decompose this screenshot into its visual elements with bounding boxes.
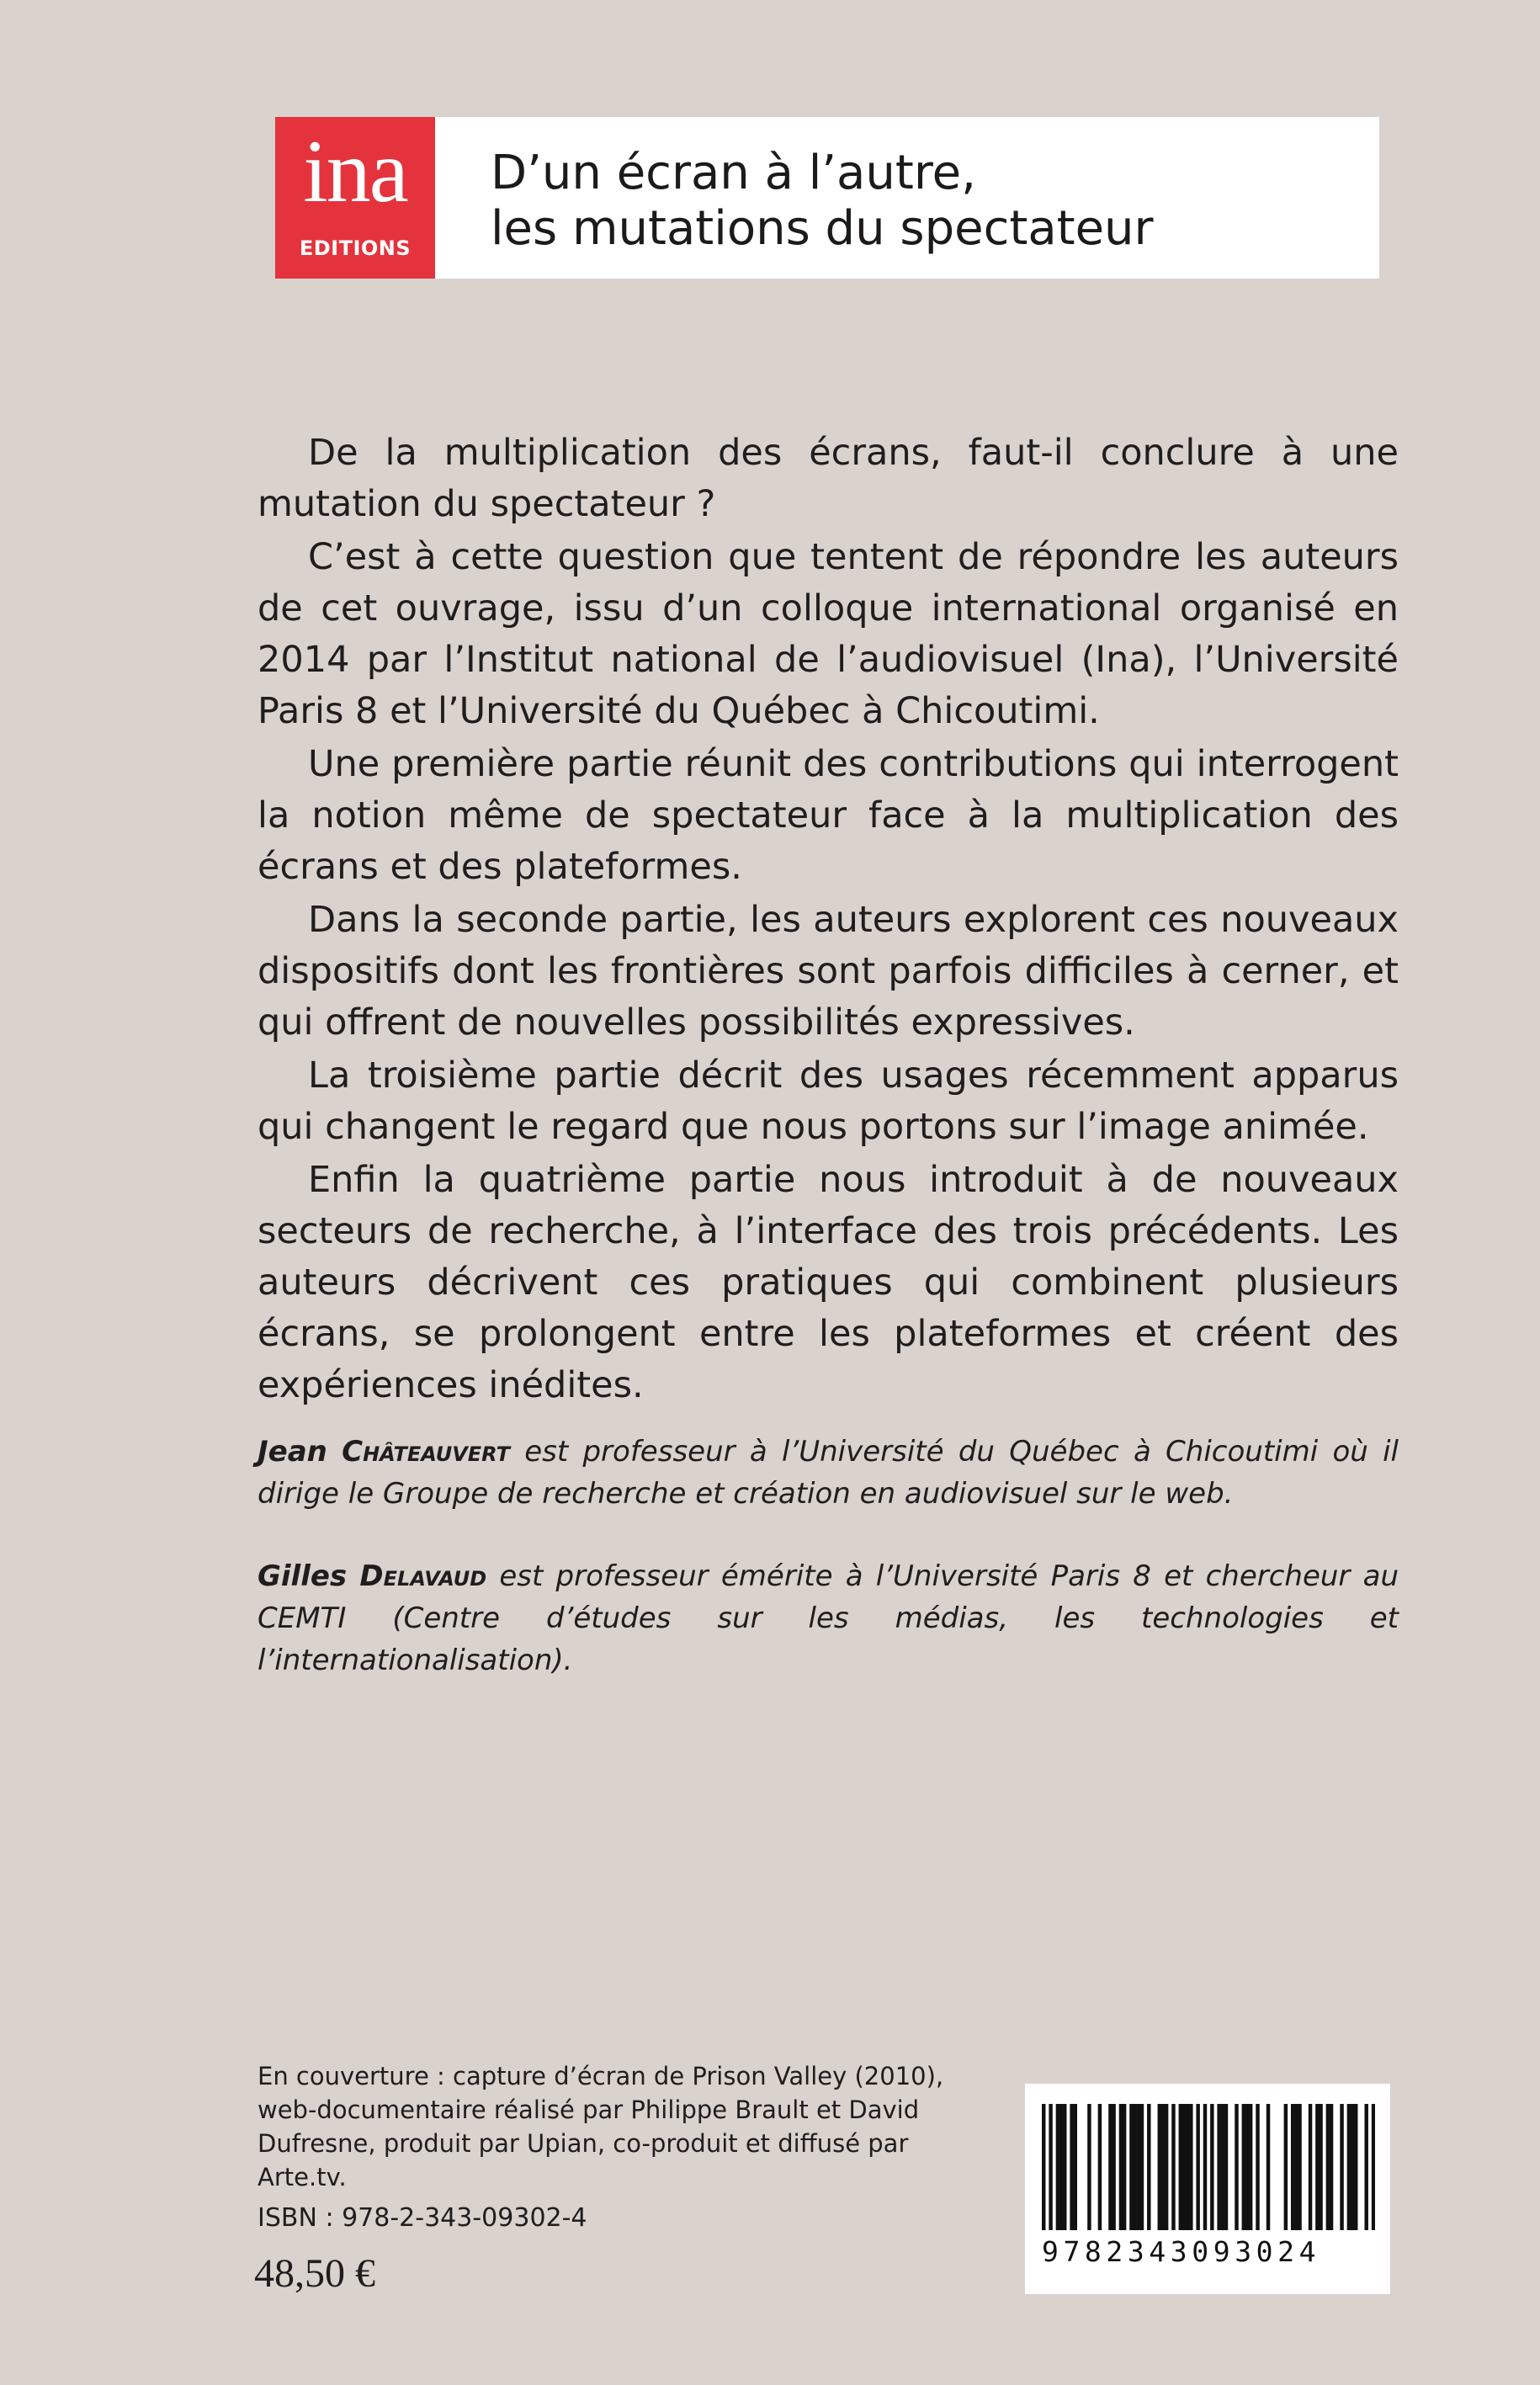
barcode-bar [1315, 2104, 1319, 2230]
barcode-bar [1196, 2104, 1199, 2230]
barcode-bar [1224, 2104, 1228, 2230]
barcode-bar [1070, 2104, 1073, 2230]
ina-logo [275, 117, 435, 279]
barcode [1025, 2084, 1390, 2294]
barcode-bar [1326, 2104, 1330, 2230]
barcode-bar [1108, 2104, 1112, 2230]
barcode-bar [1340, 2104, 1343, 2230]
barcode-bar [1221, 2104, 1224, 2230]
author-last-name: Delavaud [359, 1559, 487, 1593]
blurb-paragraph: Dans la seconde partie, les auteurs explorent ces nouveaux dispositifs dont les frontières sont parfois difficiles à cerner, et qui offrent de nouvelles possibilités expressives. [258, 899, 1399, 1044]
title-line-1: D’un écran à l’autre, [491, 146, 976, 200]
logo-text: ina [303, 122, 407, 220]
barcode-bar [1284, 2104, 1288, 2230]
barcode-bar [1133, 2104, 1136, 2230]
barcode-bar [1063, 2104, 1066, 2230]
blurb-paragraph: C’est à cette question que tentent de répondre les auteurs de cet ouvrage, issu d’un colloque international organisé en 2014 par l’Institut national de l’audiovisuel (Ina), l’Université Paris 8 et l’Université du Québec à Chicoutimi. [258, 536, 1399, 732]
barcode-bar [1059, 2104, 1063, 2230]
barcode-bar [1056, 2104, 1059, 2230]
logo-subtitle: EDITIONS [299, 236, 412, 260]
barcode-bar [1364, 2104, 1367, 2230]
barcode-bar [1309, 2104, 1312, 2230]
author-first-name: Jean [258, 1435, 327, 1469]
blurb-paragraph: La troisième partie décrit des usages récemment apparus qui changent le regard que nous portons sur l’image animée. [258, 1054, 1399, 1148]
barcode-bar [1249, 2104, 1252, 2230]
author-last-name: Châteauvert [342, 1435, 510, 1469]
book-title [435, 117, 1154, 279]
barcode-bar [1210, 2104, 1213, 2230]
barcode-digits: 9782343093024 [1042, 2235, 1321, 2268]
blurb-paragraph: Enfin la quatrième partie nous introduit à de nouveaux secteurs de recherche, à l’interface des trois précédents. Les auteurs décrivent ces pratiques qui combinent plusieurs écrans, se prolongent entre les plateformes et créent des expériences inédites. [258, 1159, 1399, 1406]
barcode-bar [1189, 2104, 1192, 2230]
barcode-bar [1203, 2104, 1207, 2230]
header-band [275, 117, 1379, 279]
barcode-bar [1298, 2104, 1301, 2230]
author-bio-text: est professeur à l’Université du Québec à Chicoutimi où il dirige le Groupe de recherche et création en audiovisuel sur le web. [258, 1435, 1399, 1511]
author-bio-text: est professeur émérite à l’Université Paris 8 et chercheur au CEMTI (Centre d’études sur les médias, les technologies et l’internationalisation). [258, 1559, 1399, 1677]
barcode-bar [1351, 2104, 1354, 2230]
barcode-bar [1119, 2104, 1123, 2230]
barcode-bar [1242, 2104, 1245, 2230]
barcode-bar [1112, 2104, 1115, 2230]
barcode-bar [1267, 2104, 1270, 2230]
barcode-bar [1294, 2104, 1298, 2230]
barcode-bars [1042, 2104, 1375, 2239]
cover-credit: En couverture : capture d’écran de Prison Valley (2010), web-documentaire réalisé par Philippe Brault et David Dufresne, produit par Upian, co-produit et diffusé par Arte.tv. [258, 2062, 944, 2191]
barcode-bar [1347, 2104, 1351, 2230]
barcode-bar [1330, 2104, 1333, 2230]
author-bio [258, 1431, 1399, 1515]
barcode-bar [1171, 2104, 1175, 2230]
barcode-bar [1245, 2104, 1249, 2230]
isbn: ISBN : 978-2-343-09302-4 [258, 2203, 587, 2233]
blurb-paragraph: De la multiplication des écrans, faut-il conclure à une mutation du spectateur ? [258, 432, 1399, 525]
barcode-bar [1179, 2104, 1182, 2230]
barcode-bar [1049, 2104, 1052, 2230]
barcode-bar [1182, 2104, 1186, 2230]
barcode-bar [1217, 2104, 1220, 2230]
barcode-bar [1098, 2104, 1102, 2230]
barcode-bar [1147, 2104, 1150, 2230]
barcode-bar [1354, 2104, 1357, 2230]
title-line-2: les mutations du spectateur [491, 201, 1154, 256]
barcode-bar [1235, 2104, 1238, 2230]
barcode-bar [1074, 2104, 1077, 2230]
author-first-name: Gilles [258, 1559, 348, 1593]
price: 48,50 € [254, 2251, 375, 2296]
barcode-bar [1291, 2104, 1294, 2230]
barcode-bar [1256, 2104, 1259, 2230]
barcode-bar [1158, 2104, 1161, 2230]
blurb-paragraph: Une première partie réunit des contributions qui interrogent la notion même de spectateur face à la multiplication des écrans et des plateformes. [258, 743, 1399, 888]
barcode-bar [1165, 2104, 1168, 2230]
barcode-bar [1161, 2104, 1165, 2230]
barcode-bar [1129, 2104, 1133, 2230]
barcode-bar [1087, 2104, 1091, 2230]
barcode-bar [1140, 2104, 1144, 2230]
barcode-bar [1042, 2104, 1045, 2230]
barcode-bar [1319, 2104, 1322, 2230]
barcode-bar [1186, 2104, 1189, 2230]
barcode-bar [1372, 2104, 1375, 2230]
barcode-bar [1137, 2104, 1140, 2230]
barcode-bar [1123, 2104, 1126, 2230]
author-bios [258, 1431, 1399, 1722]
author-bio [258, 1555, 1399, 1681]
book-blurb [258, 428, 1399, 1413]
